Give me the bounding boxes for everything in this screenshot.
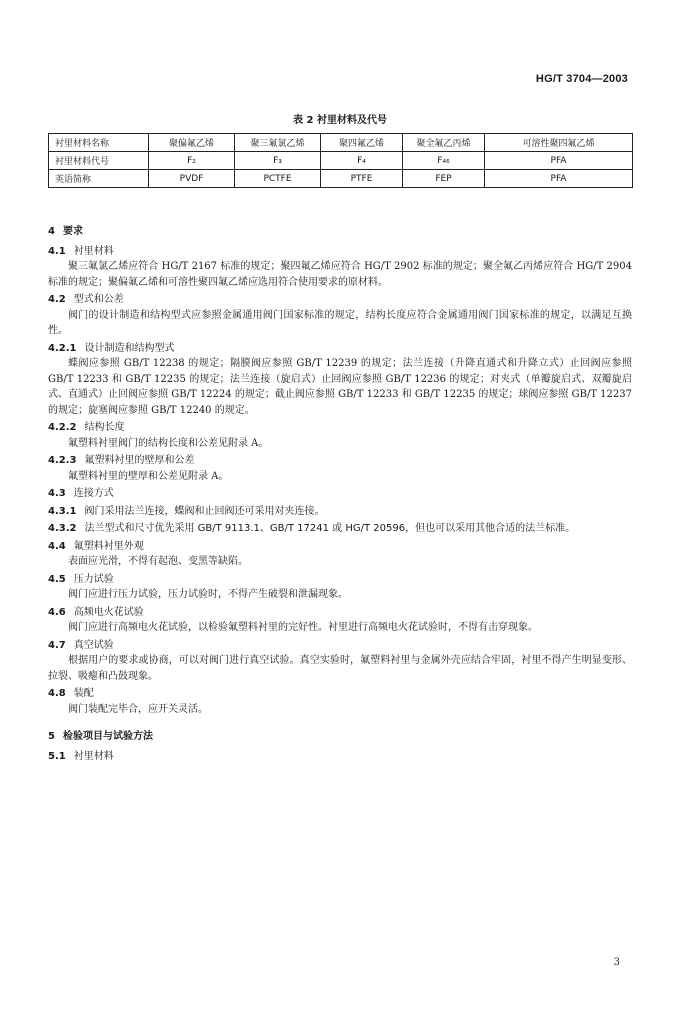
table-cell: F₄ [321,152,403,170]
clause-title: 设计制造和结构型式 [84,342,175,354]
clause-number: 4.2 [48,294,66,305]
clause-heading [48,420,632,436]
clause-title: 高频电火花试验 [73,606,144,618]
clause-text: 氟塑料衬里阀门的结构长度和公差见附录 A。 [68,437,269,449]
clause-number: 4.2.2 [48,422,77,433]
table-cell: F₃ [235,152,321,170]
table-cell: F₄₆ [403,152,485,170]
column-header: 聚偏氟乙烯 [149,134,235,152]
clause-heading [48,605,632,621]
clause-text: 法兰型式和尺寸优先采用 GB/T 9113.1、GB/T 17241 或 HG/T 20596，但也可以采用其他合适的法兰标准。 [84,523,576,534]
section-title: 检验项目与试验方法 [62,731,153,742]
section-number: 5 [48,731,55,742]
clause-heading [48,572,632,588]
clause-title: 装配 [73,688,94,699]
clause-title: 氟塑料衬里外观 [73,540,144,552]
table-cell: PFA [485,152,633,170]
clause-text: 蝶阀应参照 GB/T 12238 的规定；隔膜阀应参照 GB/T 12239 的规定；法兰连接（升降直通式和升降立式）止回阀应参照 GB/T 12233 和 GB/T 12235 的规定；法兰连接（旋启式）止回阀应参照 GB/T 12236 的规定；对夹式（单瓣旋启式、双瓣旋启式、直通式）止回阀应参照 GB/T 12224 的规定；截止阀应参照 GB/T 12233 和 GB/T 12235 的规定；球阀应参照 GB/T 12237 的规定；旋塞阀应参照 GB/T 12240 的规定。 [48,358,632,416]
clause-number: 4.5 [48,573,66,585]
clause-title: 型式和公差 [73,294,124,305]
row-label: 英语简称 [49,170,149,188]
column-header: 可溶性聚四氟乙烯 [485,134,633,152]
clause-title: 压力试验 [73,573,114,585]
clause-text: 阀门采用法兰连接，蝶阀和止回阀还可采用对夹连接。 [84,505,325,517]
section-heading [48,729,632,745]
clause-heading [48,749,632,765]
column-header: 聚三氟氯乙烯 [235,134,321,152]
clause-heading [48,521,632,537]
clause-heading [48,638,632,654]
column-header: 聚全氟乙丙烯 [403,134,485,152]
clause-heading [48,486,632,502]
clause-number: 4.3 [48,488,66,499]
clause-text: 阀门的设计制造和结构型式应参照金属通用阀门国家标准的规定，结构长度应符合金属通用阀门国家标准的规定，以满足互换性。 [48,309,632,336]
table-cell: PVDF [149,170,235,188]
column-header: 衬里材料名称 [49,134,149,152]
table-title: 表 2 衬里材料及代号 [293,115,387,126]
column-header: 聚四氟乙烯 [321,134,403,152]
table-row [49,152,633,170]
clause-text: 表面应光滑，不得有起泡、变黑等缺陷。 [68,556,248,567]
clause-number: 5.1 [48,750,66,762]
table-cell: F₂ [149,152,235,170]
clause-heading [48,686,632,702]
clause-number: 4.2.3 [48,455,77,466]
clause-title: 真空试验 [73,639,114,651]
clause-heading [48,341,632,357]
clause-text: 根据用户的要求或协商，可以对阀门进行真空试验。真空实验时，氟塑料衬里与金属外壳应结合牢固，衬里不得产生明显变形、拉裂、吸瘪和凸鼓现象。 [48,655,632,682]
clause-text: 氟塑料衬里的壁厚和公差见附录 A。 [68,470,229,482]
section-heading [48,224,632,240]
clause-heading [48,453,632,469]
section-title: 要求 [62,226,83,237]
clause-text: 阀门应进行压力试验，压力试验时，不得产生破裂和泄漏现象。 [68,589,348,600]
clause-text: 阀门装配完毕合，应开关灵活。 [68,703,208,715]
table-cell: PFA [485,170,633,188]
clause-heading [48,504,632,520]
clause-title: 衬里材料 [73,750,114,762]
table-cell: PTFE [321,170,403,188]
table-header-row [49,134,633,152]
row-label: 衬里材料代号 [49,152,149,170]
clause-heading [48,292,632,308]
clause-number: 4.2.1 [48,342,77,354]
table-cell: FEP [403,170,485,188]
clause-text: 聚三氟氯乙烯应符合 HG/T 2167 标准的规定；聚四氟乙烯应符合 HG/T 2902 标准的规定；聚全氟乙丙烯应符合 HG/T 2904 标准的规定；聚偏氟乙烯和可溶性聚四氟乙烯应选用符合使用要求的原材料。 [48,261,632,288]
section-number: 4 [48,226,55,237]
clause-number: 4.1 [48,245,66,257]
standard-number: HG/T 3704—2003 [535,73,628,85]
clause-title: 衬里材料 [73,245,114,257]
clause-heading [48,539,632,555]
page-number: 3 [613,957,620,968]
clause-heading [48,244,632,260]
document-body [48,224,632,764]
clause-title: 氟塑料衬里的壁厚和公差 [84,455,195,466]
clause-text: 阀门应进行高频电火花试验，以检验氟塑料衬里的完好性。衬里进行高频电火花试验时，不得有击穿现象。 [68,622,538,633]
table-row [49,170,633,188]
clause-number: 4.7 [48,639,66,651]
clause-number: 4.3.2 [48,523,77,534]
clause-number: 4.4 [48,540,66,552]
lining-material-table [48,133,633,188]
clause-title: 结构长度 [84,422,125,433]
clause-number: 4.8 [48,688,66,699]
clause-number: 4.3.1 [48,505,77,517]
clause-title: 连接方式 [73,488,114,499]
clause-number: 4.6 [48,606,66,618]
table-cell: PCTFE [235,170,321,188]
